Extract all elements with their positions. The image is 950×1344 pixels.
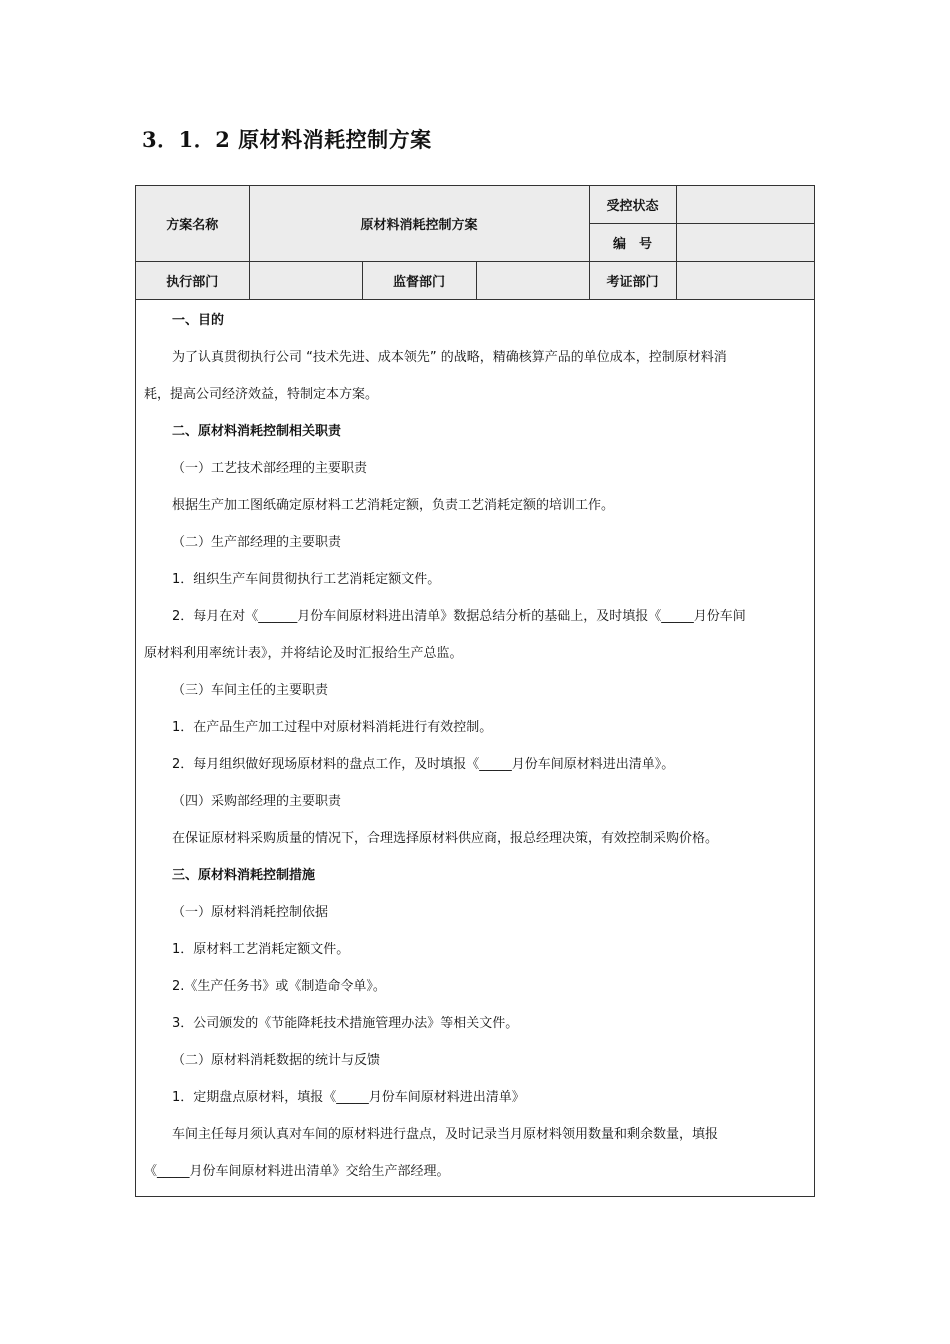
body-line: （一）工艺技术部经理的主要职责	[172, 461, 368, 476]
body-line: （三）车间主任的主要职责	[172, 683, 329, 698]
supervise-dept-value	[476, 262, 589, 300]
exec-dept-label: 执行部门	[136, 262, 249, 300]
body-line: 耗，提高公司经济效益，特制定本方案。	[144, 387, 379, 402]
body-line: 2．每月在对《______月份车间原材料进出清单》数据总结分析的基础上，及时填报《_____月份车间	[172, 609, 746, 624]
number-value	[676, 224, 814, 262]
body-line: （二）原材料消耗数据的统计与反馈	[172, 1053, 381, 1068]
verify-dept-value	[676, 262, 814, 300]
body-line: 原材料利用率统计表》，并将结论及时汇报给生产总监。	[144, 646, 463, 661]
body-line: 1．组织生产车间贯彻执行工艺消耗定额文件。	[172, 572, 441, 587]
page-title: 3．1．2 原材料消耗控制方案	[142, 127, 432, 152]
body-line: 1．在产品生产加工过程中对原材料消耗进行有效控制。	[172, 720, 493, 735]
plan-body	[136, 302, 814, 1190]
body-line: 1．定期盘点原材料，填报《_____月份车间原材料进出清单》	[172, 1090, 525, 1105]
exec-dept-value	[249, 262, 362, 300]
body-line: 3．公司颁发的《节能降耗技术措施管理办法》等相关文件。	[172, 1016, 519, 1031]
plan-document	[135, 185, 815, 1197]
plan-name-label: 方案名称	[136, 186, 249, 262]
body-line: 为了认真贯彻执行公司 “技术先进、成本领先” 的战略，精确核算产品的单位成本，控制原材料消	[172, 350, 727, 365]
section-heading: 三、原材料消耗控制措施	[172, 868, 316, 883]
verify-dept-label: 考证部门	[589, 262, 676, 300]
body-line: 2．每月组织做好现场原材料的盘点工作，及时填报《_____月份车间原材料进出清单》。	[172, 757, 675, 772]
supervise-dept-label: 监督部门	[362, 262, 476, 300]
control-status-label: 受控状态	[589, 186, 676, 224]
body-line: （一）原材料消耗控制依据	[172, 905, 329, 920]
number-label: 编 号	[589, 224, 676, 262]
body-line: 车间主任每月须认真对车间的原材料进行盘点，及时记录当月原材料领用数量和剩余数量，填报	[172, 1127, 719, 1142]
body-line: 1．原材料工艺消耗定额文件。	[172, 942, 350, 957]
control-status-value	[676, 186, 814, 224]
plan-header-table	[136, 186, 814, 300]
body-line: （二）生产部经理的主要职责	[172, 535, 342, 550]
body-line: 在保证原材料采购质量的情况下，合理选择原材料供应商，报总经理决策，有效控制采购价格。	[172, 831, 719, 846]
section-heading: 二、原材料消耗控制相关职责	[172, 424, 342, 439]
body-line: 2.《生产任务书》或《制造命令单》。	[172, 979, 386, 994]
section-heading: 一、目的	[172, 313, 225, 328]
body-line: 根据生产加工图纸确定原材料工艺消耗定额，负责工艺消耗定额的培训工作。	[172, 498, 615, 513]
body-line: （四）采购部经理的主要职责	[172, 794, 342, 809]
body-line: 《_____月份车间原材料进出清单》交给生产部经理。	[144, 1164, 450, 1179]
plan-name-value: 原材料消耗控制方案	[249, 186, 589, 262]
